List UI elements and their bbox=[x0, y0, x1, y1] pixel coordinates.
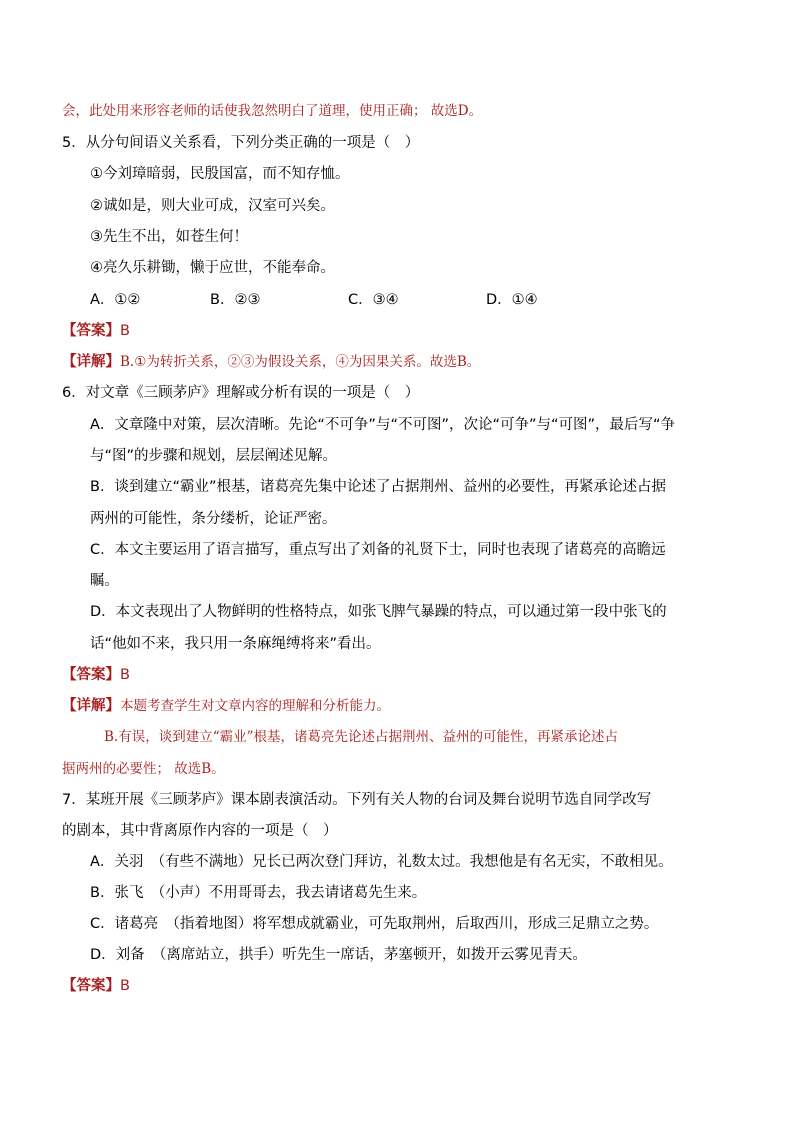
q7-option-c: C．诸葛亮 （指着地图）将军想成就霸业，可先取荆州，后取西川，形成三足鼎立之势。 bbox=[90, 916, 659, 932]
q6-detail-text: 本题考查学生对文章内容的理解和分析能力。 bbox=[120, 698, 390, 714]
q5-sentence-2: ②诚如是，则大业可成，汉室可兴矣。 bbox=[90, 198, 335, 214]
q6-option-a-line2: 与“图”的步骤和规划，层层阐述见解。 bbox=[90, 448, 338, 464]
q5-answer bbox=[62, 321, 130, 341]
q5-option-b: B．②③ bbox=[210, 292, 261, 308]
q6-detail-line2: 据两州的必要性； 故选B。 bbox=[62, 761, 225, 777]
q5-stem: 5．从分句间语义关系看，下列分类正确的一项是（ ） bbox=[62, 135, 420, 151]
q5-sentence-1: ①今刘璋暗弱，民殷国富，而不知存恤。 bbox=[90, 166, 350, 182]
q5-option-d: D．①④ bbox=[486, 292, 538, 308]
top-explanation: 会，此处用来形容老师的话使我忽然明白了道理，使用正确； 故选D。 bbox=[62, 103, 483, 119]
q5-sentence-3: ③先生不出，如苍生何！ bbox=[90, 229, 248, 245]
q7-stem-line1: 7．某班开展《三顾茅庐》课本剧表演活动。下列有关人物的台词及舞台说明节选自同学改写 bbox=[62, 792, 652, 808]
q5-option-c: C．③④ bbox=[348, 292, 399, 308]
q6-stem: 6．对文章《三顾茅庐》理解或分析有误的一项是（ ） bbox=[62, 385, 420, 401]
q7-answer-value: B bbox=[120, 978, 130, 994]
q6-option-d-line2: 话“他如不来，我只用一条麻绳缚将来”看出。 bbox=[90, 636, 381, 652]
q5-detail bbox=[62, 352, 480, 372]
q5-answer-value: B bbox=[120, 323, 130, 339]
q6-answer-tag: 【答案】 bbox=[62, 667, 120, 683]
q5-detail-text: B.①为转折关系，②③为假设关系，④为因果关系。故选B。 bbox=[120, 354, 481, 370]
q7-stem-line2: 的剧本，其中背离原作内容的一项是（ ） bbox=[62, 823, 338, 839]
q7-option-a: A．关羽 （有些不满地）兄长已两次登门拜访，礼数太过。我想他是有名无实，不敢相见。 bbox=[90, 854, 673, 870]
q7-answer bbox=[62, 976, 130, 996]
q6-option-b-line1: B．谈到建立“霸业”根基，诸葛亮先集中论述了占据荆州、益州的必要性，再紧承论述占据 bbox=[90, 479, 666, 495]
q5-sentence-4: ④亮久乐耕锄，懒于应世，不能奉命。 bbox=[90, 260, 335, 276]
q7-option-b: B．张飞 （小声）不用哥哥去，我去请诸葛先生来。 bbox=[90, 885, 427, 901]
q6-detail bbox=[62, 696, 390, 716]
q5-detail-tag: 【详解】 bbox=[62, 354, 120, 370]
q7-option-d: D．刘备 （离席站立，拱手）听先生一席话，茅塞顿开，如拨开云雾见青天。 bbox=[90, 947, 587, 963]
q6-answer-value: B bbox=[120, 667, 130, 683]
q5-option-a: A．①② bbox=[90, 292, 141, 308]
q6-option-c-line2: 瞩。 bbox=[90, 573, 119, 589]
q6-option-a-line1: A．文章隆中对策，层次清晰。先论“不可争”与“不可图”，次论“可争”与“可图”，最后写“争 bbox=[90, 417, 676, 433]
q6-detail-line1: B.有误，谈到建立“霸业”根基，诸葛亮先论述占据荆州、益州的可能性，再紧承论述占 bbox=[104, 729, 619, 745]
q5-answer-tag: 【答案】 bbox=[62, 323, 120, 339]
q6-option-d-line1: D．本文表现出了人物鲜明的性格特点，如张飞脾气暴躁的特点，可以通过第一段中张飞的 bbox=[90, 604, 667, 620]
q6-answer bbox=[62, 665, 130, 685]
q6-option-c-line1: C．本文主要运用了语言描写，重点写出了刘备的礼贤下士，同时也表现了诸葛亮的高瞻远 bbox=[90, 542, 666, 558]
q6-option-b-line2: 两州的可能性，条分缕析，论证严密。 bbox=[90, 511, 337, 527]
q7-answer-tag: 【答案】 bbox=[62, 978, 120, 994]
q6-detail-tag: 【详解】 bbox=[62, 698, 120, 714]
